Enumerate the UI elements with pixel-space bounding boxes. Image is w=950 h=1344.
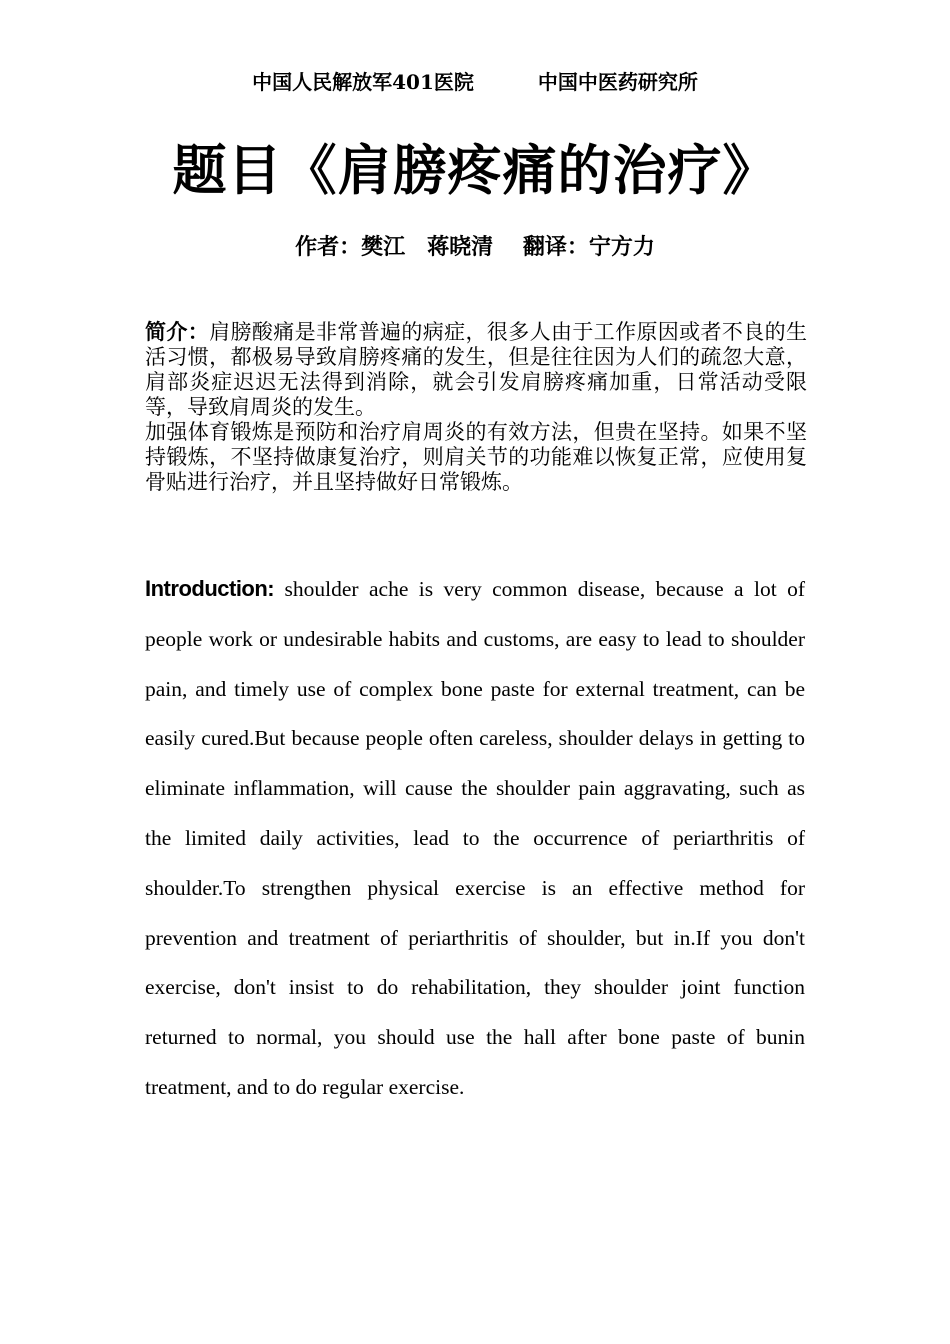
chinese-intro-text-1: 肩膀酸痛是非常普遍的病症，很多人由于工作原因或者不良的生活习惯，都极易导致肩膀疼痛的发生，但是往往因为人们的疏忽大意，肩部炎症迟迟无法得到消除，就会引发肩膀疼痛加重，日常活动受限等，导致肩周炎的发生。 (145, 320, 808, 419)
chinese-intro-paragraph-2 (145, 420, 807, 495)
chinese-intro-label: 简介： (145, 320, 210, 344)
institution-left: 中国人民解放军401医院 (252, 70, 474, 94)
english-intro-label: Introduction: (145, 576, 275, 601)
chinese-intro-text-2: 加强体育锻炼是预防和治疗肩周炎的有效方法，但贵在坚持。如果不坚持锻炼，不坚持做康复治疗，则肩关节的功能难以恢复正常，应使用复骨贴进行治疗，并且坚持做好日常锻炼。 (145, 420, 807, 494)
document-title: 题目《肩膀疼痛的治疗》 (172, 139, 778, 202)
institution-header (0, 66, 950, 95)
institution-right: 中国中医药研究所 (537, 70, 698, 94)
authors-line: 作者：樊江 蒋晓清 翻译：宁方力 (295, 235, 655, 260)
english-introduction (145, 564, 805, 1113)
chinese-intro-paragraph-1 (145, 320, 807, 420)
english-intro-text: shoulder ache is very common disease, because a lot of people work or undesirable habits and customs, are easy to lead to shoulder pain, and timely use of complex bone paste for external treatment, can be easily cured.But because people often careless, shoulder delays in getting to eliminate inflammation, will cause the shoulder pain aggravating, such as the limited daily activities, lead to the occurrence of periarthritis of shoulder.To strengthen physical exercise is an effective method for prevention and treatment of periarthritis of shoulder, but in.If you don't exercise, don't insist to do rehabilitation, they shoulder joint function returned to normal, you should use the hall after bone paste of bunin treatment, and to do regular exercise. (145, 577, 805, 1099)
chinese-introduction (145, 320, 807, 495)
